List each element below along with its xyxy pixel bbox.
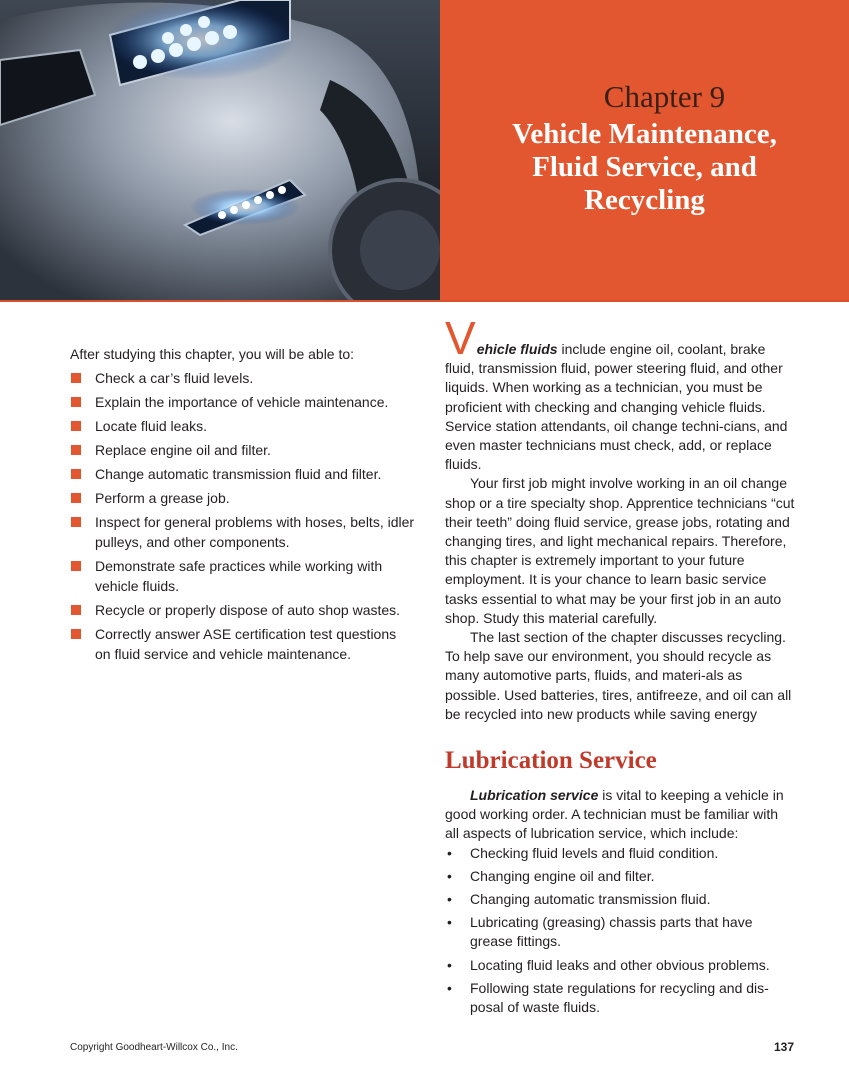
square-bullet-icon xyxy=(71,629,81,639)
square-bullet-icon xyxy=(71,561,81,571)
square-bullet-icon xyxy=(71,517,81,527)
objective-item: Demonstrate safe practices while working with vehicle fluids. xyxy=(70,556,415,596)
objective-item: Check a car’s fluid levels. xyxy=(70,368,415,388)
objective-item: Explain the importance of vehicle maintenance. xyxy=(70,392,415,412)
intro-paragraph: Vehicle fluids include engine oil, coolant, brake fluid, transmission fluid, power steering fluid, and other liquids. When working as a technician, you must be proficient with checking and changing vehicle fluids. Service station attendants, oil change techni-cians, and even master technicians must check, add, or replace fluids. xyxy=(445,312,788,473)
objective-item: Locate fluid leaks. xyxy=(70,416,415,436)
main-body xyxy=(445,312,795,1021)
bullet-dot-icon: • xyxy=(447,844,452,861)
objective-item: Perform a grease job. xyxy=(70,488,415,508)
list-item: • Checking fluid levels and fluid condition. xyxy=(445,844,795,863)
bullet-dot-icon: • xyxy=(447,891,452,908)
chapter-number: Chapter 9 xyxy=(603,79,726,114)
bullet-dot-icon: • xyxy=(447,956,452,973)
objective-item: Recycle or properly dispose of auto shop wastes. xyxy=(70,600,415,620)
objective-item: Correctly answer ASE certification test questions on fluid service and vehicle maintenance. xyxy=(70,624,415,664)
bullet-dot-icon: • xyxy=(447,867,452,884)
objectives-list xyxy=(70,368,415,664)
section-heading: Lubrication Service xyxy=(445,747,657,775)
car-headlight-photo xyxy=(0,0,440,300)
key-term: Lubrication service xyxy=(470,787,599,804)
drop-cap: V xyxy=(445,312,476,364)
square-bullet-icon xyxy=(71,605,81,615)
learning-objectives xyxy=(70,344,415,668)
bullet-dot-icon: • xyxy=(447,979,452,996)
body-paragraph: Your first job might involve working in an oil change shop or a tire specialty shop. Apprentice technicians “cut their teeth” doing fluid service, grease jobs, rotating and changing tires, and light mechanical repairs. Therefore, this chapter is extremely important to your future employment. It is your chance to learn basic service tasks essential to what may be your first job in an auto shop. Study this material carefully. xyxy=(445,475,795,626)
list-item: • Changing automatic transmission fluid. xyxy=(445,890,795,909)
key-term: ehicle fluids xyxy=(476,341,558,357)
square-bullet-icon xyxy=(71,421,81,431)
objectives-intro: After studying this chapter, you will be able to: xyxy=(70,346,355,362)
car-illustration xyxy=(0,0,440,300)
lubrication-tasks-list xyxy=(445,844,795,1018)
list-item: • Changing engine oil and filter. xyxy=(445,867,795,886)
chapter-header xyxy=(0,0,849,302)
square-bullet-icon xyxy=(71,373,81,383)
chapter-title: Vehicle Maintenance, Fluid Service, and Recycling xyxy=(512,118,777,216)
square-bullet-icon xyxy=(71,397,81,407)
bullet-dot-icon: • xyxy=(447,914,452,931)
list-item: • Locating fluid leaks and other obvious problems. xyxy=(445,956,795,975)
objective-item: Change automatic transmission fluid and filter. xyxy=(70,464,415,484)
chapter-title-panel xyxy=(440,0,849,300)
square-bullet-icon xyxy=(71,469,81,479)
body-paragraph: Lubrication service is vital to keeping a vehicle in good working order. A technician must be familiar with all aspects of lubrication service, which include: xyxy=(445,787,784,842)
list-item: • Lubricating (greasing) chassis parts that have grease fittings. xyxy=(447,914,753,950)
square-bullet-icon xyxy=(71,445,81,455)
objective-item: Replace engine oil and filter. xyxy=(70,440,415,460)
copyright-notice: Copyright Goodheart-Willcox Co., Inc. xyxy=(70,1042,238,1053)
page-number: 137 xyxy=(773,1040,794,1054)
square-bullet-icon xyxy=(71,493,81,503)
body-paragraph: The last section of the chapter discusses recycling. To help save our environment, you should recycle as many automotive parts, fluids, and materi-als as possible. Used batteries, tires, antifreeze, and oil can all be recycled into new products while saving energy xyxy=(445,629,792,722)
list-item: • Following state regulations for recycling and dis-posal of waste fluids. xyxy=(447,979,769,1016)
objective-item: Inspect for general problems with hoses, belts, idler pulleys, and other components. xyxy=(70,512,415,552)
